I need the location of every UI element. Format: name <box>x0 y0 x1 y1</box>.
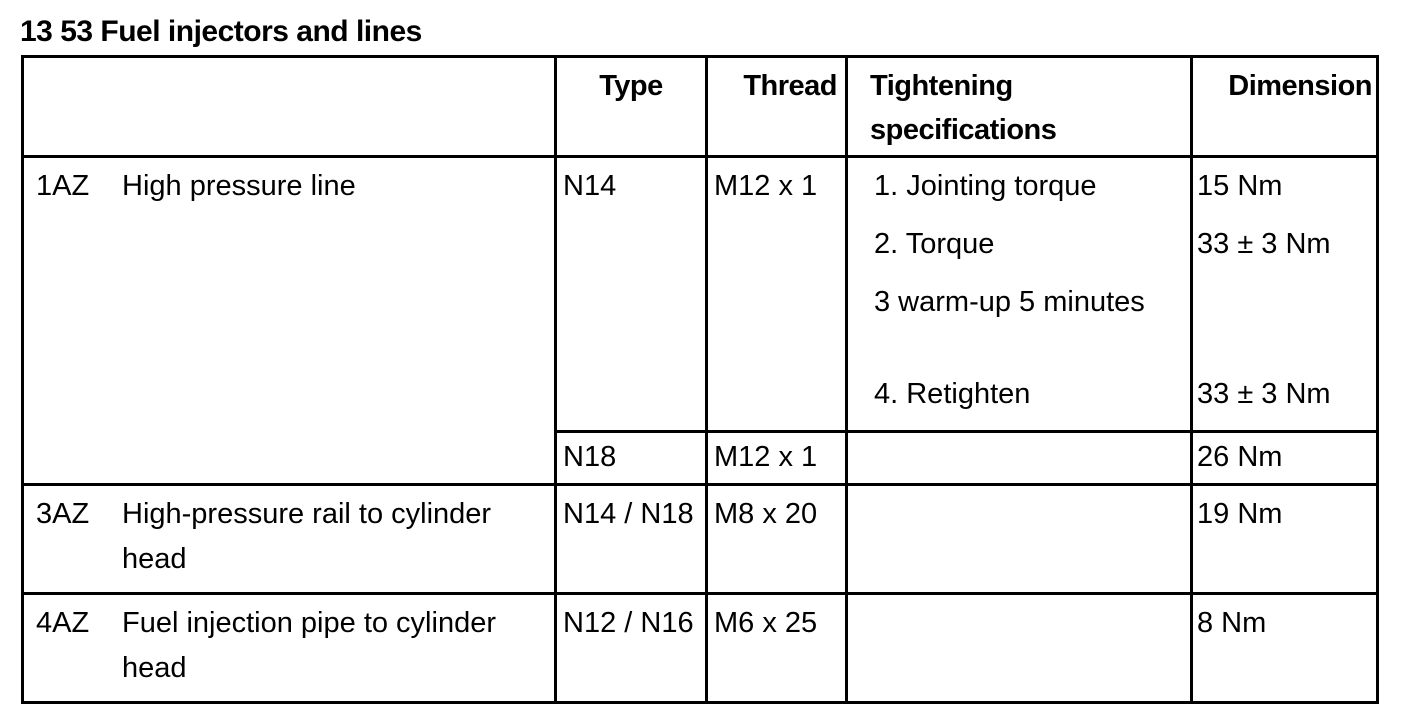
header-type: Type <box>556 57 707 157</box>
header-component <box>23 57 556 157</box>
document-title: 13 53 Fuel injectors and lines <box>20 15 422 48</box>
component-name: Fuel injection pipe to cylinder head <box>122 607 496 684</box>
dimension-cell <box>1192 157 1378 432</box>
type-cell: N14 <box>556 157 707 432</box>
tightening-step: 1. Jointing torque <box>874 170 1097 202</box>
dimension-value: 33 ± 3 Nm <box>1197 378 1331 410</box>
component-code: 3AZ <box>36 498 90 530</box>
dimension-value <box>1193 280 1376 372</box>
table-row <box>23 485 1378 594</box>
type-cell: N12 / N16 <box>556 594 707 703</box>
thread-cell: M6 x 25 <box>707 594 847 703</box>
header-row <box>23 57 1378 157</box>
dimension-cell: 8 Nm <box>1192 594 1378 703</box>
component-name: High pressure line <box>122 170 356 202</box>
component-name: High-pressure rail to cylinder head <box>122 498 492 575</box>
thread-cell: M12 x 1 <box>707 432 847 485</box>
component-cell <box>23 594 556 703</box>
dimension-cell: 19 Nm <box>1192 485 1378 594</box>
type-cell: N14 / N18 <box>556 485 707 594</box>
tightening-cell <box>847 594 1192 703</box>
tightening-step: 3 warm-up 5 minutes <box>874 286 1145 318</box>
table-row <box>23 594 1378 703</box>
table-row <box>23 157 1378 432</box>
thread-cell: M12 x 1 <box>707 157 847 432</box>
tightening-step: 2. Torque <box>874 228 995 260</box>
tightening-step: 4. Retighten <box>874 378 1031 410</box>
tightening-cell <box>847 485 1192 594</box>
fuel-injectors-spec-table <box>21 55 1379 704</box>
type-cell: N18 <box>556 432 707 485</box>
tightening-cell <box>847 157 1192 432</box>
component-cell <box>23 485 556 594</box>
dimension-value: 33 ± 3 Nm <box>1197 228 1331 260</box>
thread-cell: M8 x 20 <box>707 485 847 594</box>
header-dimension: Dimension <box>1192 57 1378 157</box>
component-cell <box>23 157 556 485</box>
component-code: 1AZ <box>36 170 90 202</box>
header-thread: Thread <box>707 57 847 157</box>
dimension-cell: 26 Nm <box>1192 432 1378 485</box>
tightening-cell <box>847 432 1192 485</box>
component-code: 4AZ <box>36 607 90 639</box>
dimension-value: 15 Nm <box>1197 170 1283 202</box>
header-tightening-specifications: Tightening specifications <box>847 57 1192 157</box>
